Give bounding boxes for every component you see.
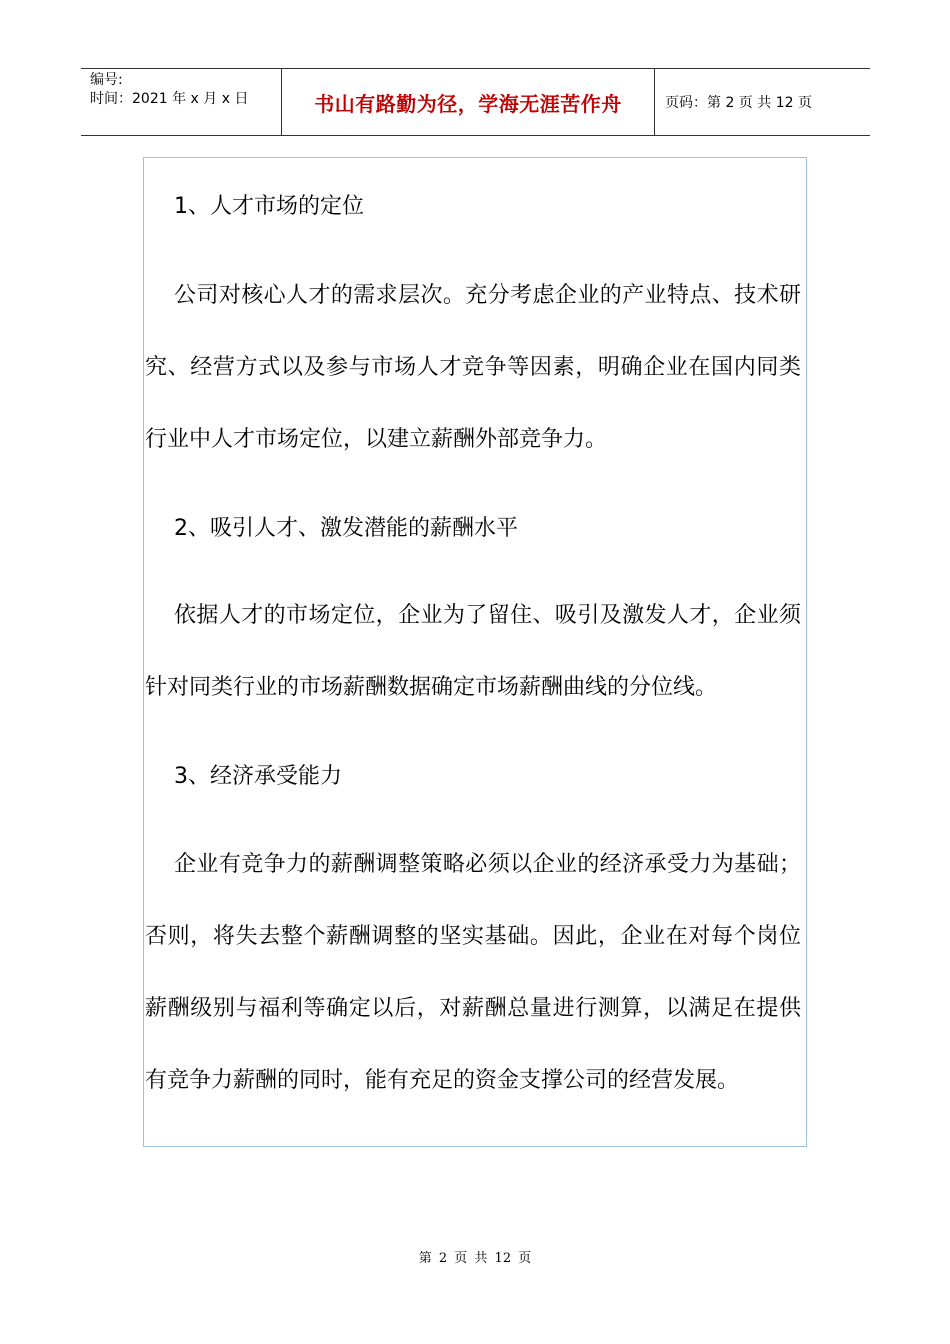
header-meta (81, 69, 282, 135)
section-heading-1: 1、人才市场的定位 (174, 194, 364, 219)
paragraph-1: 公司对核心人才的需求层次。充分考虑企业的产业特点、技术研究、经营方式以及参与市场人才竞争等因素，明确企业在国内同类行业中人才市场定位，以建立薪酬外部竞争力。 (145, 283, 801, 452)
section-heading-3: 3、经济承受能力 (174, 764, 342, 789)
page-header (81, 68, 870, 136)
serial-label: 编号: (90, 72, 123, 88)
header-page-info: 页码：第 2 页 共 12 页 (665, 95, 812, 111)
section-heading-2: 2、吸引人才、激发潜能的薪酬水平 (174, 516, 518, 541)
paragraph-2: 依据人才的市场定位，企业为了留住、吸引及激发人才，企业须针对同类行业的市场薪酬数据确定市场薪酬曲线的分位线。 (145, 603, 801, 700)
paragraph-3: 企业有竞争力的薪酬调整策略必须以企业的经济承受力为基础；否则，将失去整个薪酬调整的坚实基础。因此，企业在对每个岗位薪酬级别与福利等确定以后，对薪酬总量进行测算，以满足在提供有竞争力薪酬的同时，能有充足的资金支撑公司的经营发展。 (145, 852, 801, 1093)
time-label: 时间：2021 年 x 月 x 日 (90, 91, 249, 107)
page-footer: 第 2 页 共 12 页 (418, 1251, 532, 1266)
header-motto: 书山有路勤为径，学海无涯苦作舟 (282, 69, 655, 135)
